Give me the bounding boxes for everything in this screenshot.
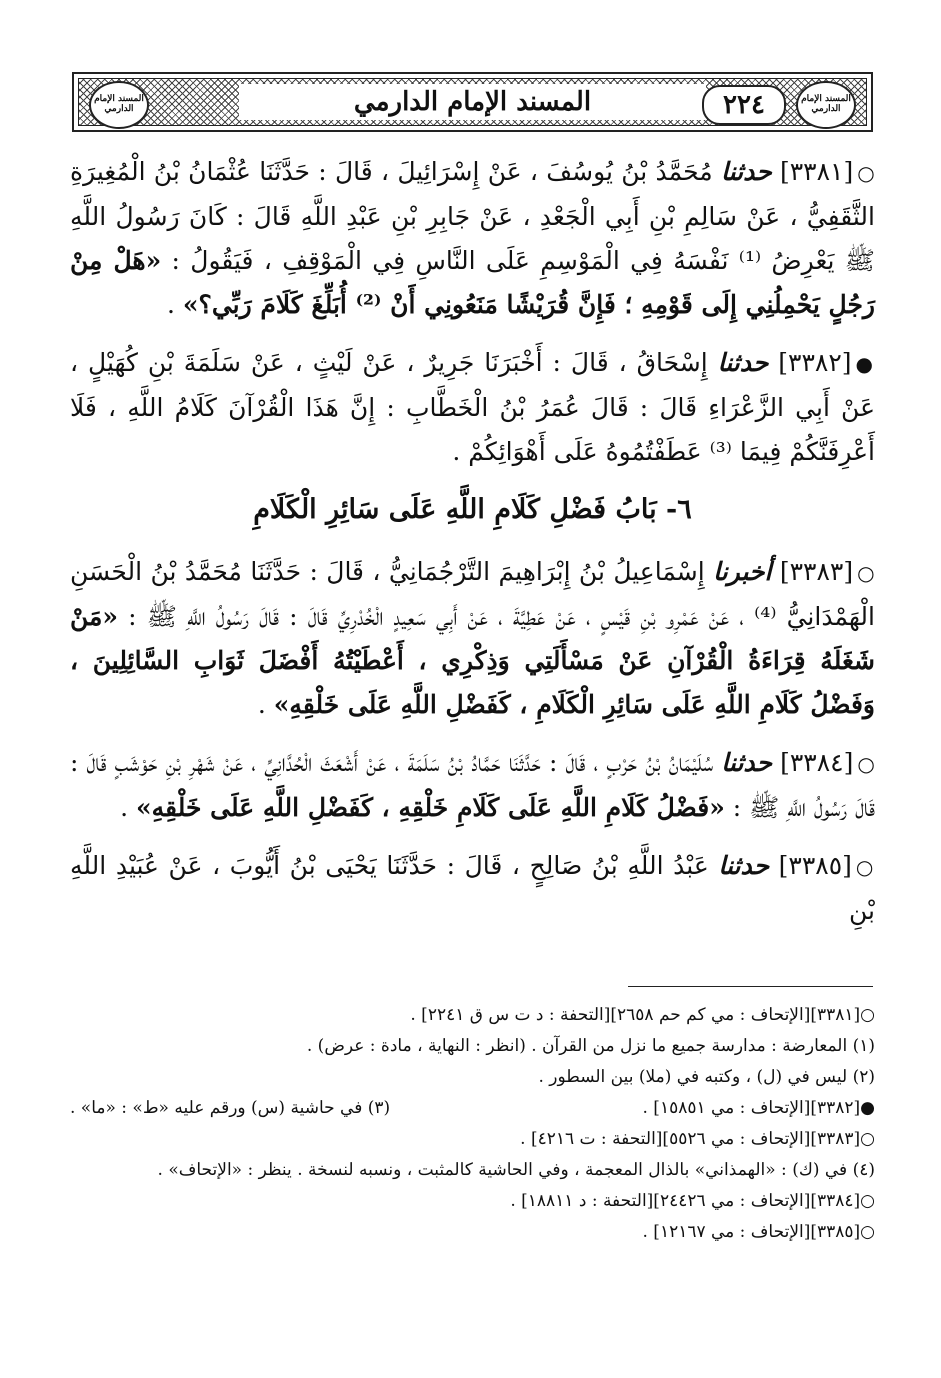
- section-heading: ٦- بَابُ فَضْلِ كَلَامِ اللَّهِ عَلَى سَائِرِ الْكَلَامِ: [253, 494, 692, 525]
- main-text: [70, 150, 875, 947]
- page-number: ٢٢٤: [702, 85, 786, 125]
- footnote: (٣) في حاشية (س) ورقم عليه «ط» : «ما» .: [70, 1098, 391, 1118]
- hadith-number: [٣٣٨٤]: [780, 748, 854, 777]
- header-seal-left: المسند الإمام الدارمي: [89, 81, 149, 129]
- hadith-paragraph: ○[٣٣٨٤] حدثنا سُلَيْمَانُ بْنُ حَرْبٍ ، قَالَ : حَدَّثَنَا حَمَّادُ بْنُ سَلَمَةَ ، عَنْ أَشْعَثَ الْحُدَّانِيِّ ، عَنْ شَهْرِ بْنِ حَوْشَبٍ قَالَ : قَالَ رَسُولُ اللَّهِ ﷺ : «فَضْلُ كَلَامِ اللَّهِ عَلَى كَلَامِ خَلْقِهِ ، كَفَضْلِ اللَّهِ عَلَى خَلْقِهِ» .: [70, 748, 875, 822]
- hadith-paragraph: ○[٣٣٨٥] حدثنا عَبْدُ اللَّهِ بْنُ صَالِحٍ ، قَالَ : حَدَّثَنَا يَحْيَى بْنُ أَيُّوبَ ، عَنْ عُبَيْدِ اللَّهِ بْنِ: [70, 851, 875, 925]
- header-seal-right: المسند الإمام الدارمي: [796, 81, 856, 129]
- footnote: ●[٣٣٨٢][الإتحاف : مي ١٥٨٥١] .: [642, 1098, 875, 1118]
- book-title: المسند الإمام الدارمي: [353, 87, 592, 117]
- footnote: (٤) في (ك) : «الهمذاني» بالذال المعجمة ، وفي الحاشية كالمثبت ، ونسبه لنسخة . ينظر : «الإتحاف» .: [157, 1160, 875, 1180]
- hadith-number: [٣٣٨١]: [779, 157, 854, 186]
- hadith-number: [٣٣٨٥]: [778, 851, 852, 880]
- hadith-number: [٣٣٨٢]: [778, 348, 852, 377]
- header-title-box: [239, 84, 706, 120]
- footnote: ○[٣٣٨٥][الإتحاف : مي ١٢١٦٧] .: [642, 1222, 875, 1242]
- footnote: (٢) ليس في (ل) ، وكتبه في (ملا) بين السطور .: [538, 1067, 875, 1087]
- footnotes: [70, 1000, 875, 1248]
- footnote: (١) المعارضة : مدارسة جميع ما نزل من القرآن . (انظر : النهاية ، مادة : عرض) .: [306, 1036, 875, 1056]
- footnote-row: [70, 1093, 875, 1124]
- hadith-number: [٣٣٨٣]: [779, 557, 854, 586]
- footnote: ○[٣٣٨٣][الإتحاف : مي ٥٥٢٦][التحفة : ت ٤٢١٦] .: [520, 1129, 875, 1149]
- header-ornament: [78, 78, 867, 126]
- hadith-paragraph: ○[٣٣٨١] حدثنا مُحَمَّدُ بْنُ يُوسُفَ ، عَنْ إِسْرَائِيلَ ، قَالَ : حَدَّثَنَا عُثْمَانُ بْنُ الْمُغِيرَةِ الثَّقَفِيُّ ، عَنْ سَالِمِ بْنِ أَبِي الْجَعْدِ ، عَنْ جَابِرِ بْنِ عَبْدِ اللَّهِ قَالَ : كَانَ رَسُولُ اللَّهِ ﷺ يَعْرِضُ ⁽¹⁾ نَفْسَهُ فِي الْمَوْسِمِ عَلَى النَّاسِ فِي الْمَوْقِفِ ، فَيَقُولُ : «هَلْ مِنْ رَجُلٍ يَحْمِلُنِي إِلَى قَوْمِهِ ؛ فَإِنَّ قُرَيْشًا مَنَعُونِي أَنْ ⁽²⁾ أُبَلِّغَ كَلَامَ رَبِّي؟» .: [70, 157, 876, 319]
- footnote: ○[٣٣٨١][الإتحاف : مي كم حم ٢٦٥٨][التحفة : د ت س ق ٢٢٤١] .: [410, 1005, 875, 1025]
- hadith-paragraph: ○[٣٣٨٣] أخبرنا إِسْمَاعِيلُ بْنُ إِبْرَاهِيمَ التَّرْجُمَانِيُّ ، قَالَ : حَدَّثَنَا مُحَمَّدُ بْنُ الْحَسَنِ الْهَمْدَانِيُّ ⁽⁴⁾ ، عَنْ عَمْرِو بْنِ قَيْسٍ ، عَنْ عَطِيَّةَ ، عَنْ أَبِي سَعِيدٍ الْخُدْرِيِّ قَالَ : قَالَ رَسُولُ اللَّهِ ﷺ : «مَنْ شَغَلَهُ قِرَاءَةُ الْقُرْآنِ عَنْ مَسْأَلَتِي وَذِكْرِي ، أَعْطَيْتُهُ أَفْضَلَ ثَوَابِ السَّائِلِينَ ، وَفَضْلُ كَلَامِ اللَّهِ عَلَى سَائِرِ الْكَلَامِ ، كَفَضْلِ اللَّهِ عَلَى خَلْقِهِ» .: [70, 557, 875, 719]
- page-header: [72, 72, 873, 132]
- footnote: ○[٣٣٨٤][الإتحاف : مي ٢٤٤٢٦][التحفة : د ١٨٨١١] .: [510, 1191, 875, 1211]
- footnote-divider: [628, 986, 873, 987]
- hadith-paragraph: ●[٣٣٨٢] حدثنا إِسْحَاقُ ، قَالَ : أَخْبَرَنَا جَرِيرٌ ، عَنْ لَيْثٍ ، عَنْ سَلَمَةَ بْنِ كُهَيْلٍ ، عَنْ أَبِي الزَّعْرَاءِ قَالَ : قَالَ عُمَرُ بْنُ الْخَطَّابِ : إِنَّ هَذَا الْقُرْآنَ كَلَامُ اللَّهِ ، فَلَا أَعْرِفَنَّكُمْ فِيمَا ⁽³⁾ عَطَفْتُمُوهُ عَلَى أَهْوَائِكُمْ .: [70, 348, 875, 466]
